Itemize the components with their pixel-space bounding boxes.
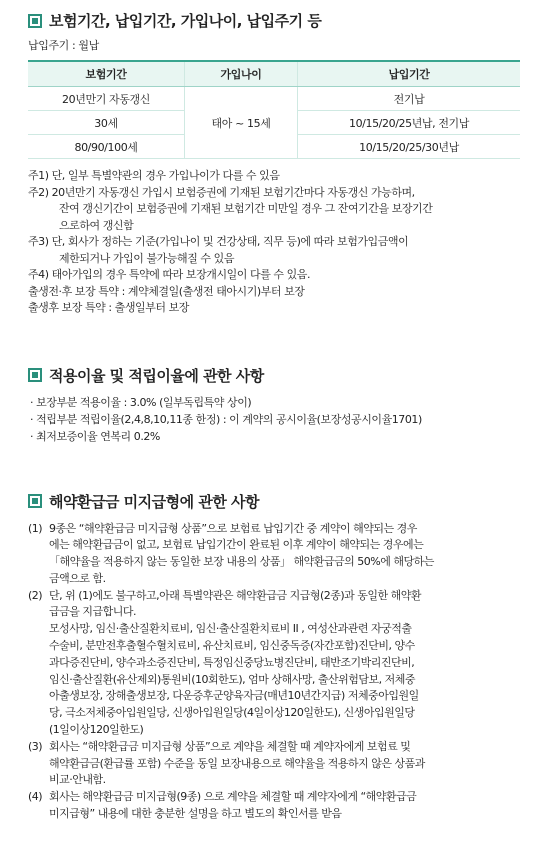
item-number: (4) — [28, 790, 43, 804]
square-bullet-icon — [28, 494, 42, 508]
item-line: 해약환급금(환급률 포함) 수준을 동일 보장내용으로 해약율을 적용하지 않은 상품과 — [49, 756, 425, 770]
section-no-refund-heading — [28, 491, 531, 512]
item-line: 에는 해약환급금이 없고, 보험료 납입기간이 완료된 이후 계약이 해약되는 경우에는 — [49, 538, 424, 552]
list-item — [28, 789, 531, 823]
item-number: (1) — [28, 521, 43, 535]
cell-pay: 전기납 — [298, 87, 521, 111]
item-line: 모성사망, 임신·출산질환치료비, 임신·출산질환치료비 II , 여성산과관련 자궁적출 — [49, 622, 412, 636]
note-line: 잔여 갱신기간이 보험증권에 기재된 보험기간 미만일 경우 그 잔여기간을 보장기간 — [59, 202, 433, 215]
section-interest-rate-heading — [28, 365, 531, 386]
table-header-row — [28, 61, 520, 87]
item-line: 급금을 지급합니다. — [49, 605, 137, 619]
header-pay-period: 납입기간 — [298, 61, 521, 87]
square-bullet-icon — [28, 368, 42, 382]
cell-pay: 10/15/20/25년납, 전기납 — [298, 111, 521, 135]
list-item — [28, 588, 531, 739]
item-line: 임신·출산질환(유산제외)통원비(10회한도), 엄마 상해사망, 출산위험담보, 저체중 — [49, 672, 416, 686]
section-title: 보험기간, 납입기간, 가입나이, 납입주기 등 — [49, 12, 322, 30]
item-line: 당, 극소저체중아입원일당, 신생아입원일당(4일이상120일한도), 신생아입원일당 — [49, 706, 415, 720]
item-line: 회사는 해약환급금 미지급형(9종) 으로 계약을 체결할 때 계약자에게 “해약환급금 — [49, 790, 417, 804]
pay-cycle-text: 납입주기 : 월납 — [28, 39, 99, 52]
footnotes — [28, 168, 531, 317]
section-title: 적용이율 및 적립이율에 관한 사항 — [49, 366, 264, 385]
square-bullet-icon — [28, 14, 42, 28]
item-line: 아출생보장, 장해출생보장, 다운증후군양육자금(매년10년간지급) 저체중아입원일 — [49, 689, 419, 703]
note-line: 출생전·후 보장 특약 : 계약체결일(출생전 태아시기)부터 보장 — [28, 284, 305, 298]
item-line: 「해약율을 적용하지 않는 동일한 보장 내용의 상품」 해약환급금의 50%에 해당하는 — [49, 555, 434, 569]
header-insurance-period: 보험기간 — [28, 61, 185, 87]
item-line: 단, 위 (1)에도 불구하고,아래 특별약관은 해약환급금 지급형(2종)과 동일한 해약환 — [49, 588, 422, 602]
item-line: 비교·안내함. — [49, 773, 106, 787]
item-line: 회사는 “해약환급금 미지급형 상품”으로 계약을 체결할 때 계약자에게 보험료 및 — [49, 739, 411, 753]
section-insurance-period-heading — [28, 10, 531, 31]
note-line: 주3) 단, 회사가 정하는 기준(가입나이 및 건강상태, 직무 등)에 따라 보험가입금액이 — [28, 235, 409, 248]
interest-rate-list — [28, 394, 531, 445]
list-item: · 최저보증이율 연복리 0.2% — [30, 429, 160, 443]
list-item: · 보장부분 적용이율 : 3.0% (일부독립특약 상이) — [30, 395, 252, 409]
note-line: 으로하여 갱신함 — [59, 218, 134, 232]
section-title: 해약환급금 미지급형에 관한 사항 — [49, 492, 260, 511]
cell-period: 80/90/100세 — [28, 135, 185, 159]
note-line: 주1) 단, 일부 특별약관의 경우 가입나이가 다를 수 있음 — [28, 169, 280, 182]
list-item — [28, 739, 531, 789]
note-line: 제한되거나 가입이 불가능해질 수 있음 — [59, 251, 235, 265]
note-line: 주2) 20년만기 자동갱신 가입시 보험증권에 기재된 보험기간마다 자동갱신 가능하며, — [28, 185, 415, 199]
cell-period: 20년만기 자동갱신 — [28, 87, 185, 111]
insurance-period-table — [28, 60, 520, 159]
no-refund-list — [28, 521, 531, 823]
item-line: 미지급형” 내용에 대한 충분한 설명을 하고 별도의 확인서를 받음 — [49, 807, 342, 821]
cell-pay: 10/15/20/25/30년납 — [298, 135, 521, 159]
item-line: 수술비, 분만전후출혈수혈치료비, 유산치료비, 임신중독증(자간포함)진단비, 양수 — [49, 639, 415, 653]
list-item: · 적립부분 적립이율(2,4,8,10,11종 한정) : 이 계약의 공시이율(보장성공시이율1701) — [30, 412, 422, 426]
item-number: (2) — [28, 588, 43, 602]
table-row — [28, 87, 520, 111]
cell-period: 30세 — [28, 111, 185, 135]
item-number: (3) — [28, 739, 43, 753]
item-line: (1일이상120일한도) — [49, 723, 144, 737]
item-line: 과다증진단비, 양수과소증진단비, 특정임신중당뇨병진단비, 태반조기박리진단비, — [49, 655, 415, 669]
cell-age: 태아 ~ 15세 — [185, 87, 298, 159]
item-line: 9종은 “해약환급금 미지급형 상품”으로 보험료 납입기간 중 계약이 해약되는 경우 — [49, 521, 417, 535]
note-line: 출생후 보장 특약 : 출생일부터 보장 — [28, 301, 189, 314]
header-age: 가입나이 — [185, 61, 298, 87]
item-line: 금액으로 함. — [49, 571, 106, 585]
list-item — [28, 521, 531, 588]
note-line: 주4) 태아가입의 경우 특약에 따라 보장개시일이 다를 수 있음. — [28, 268, 311, 281]
